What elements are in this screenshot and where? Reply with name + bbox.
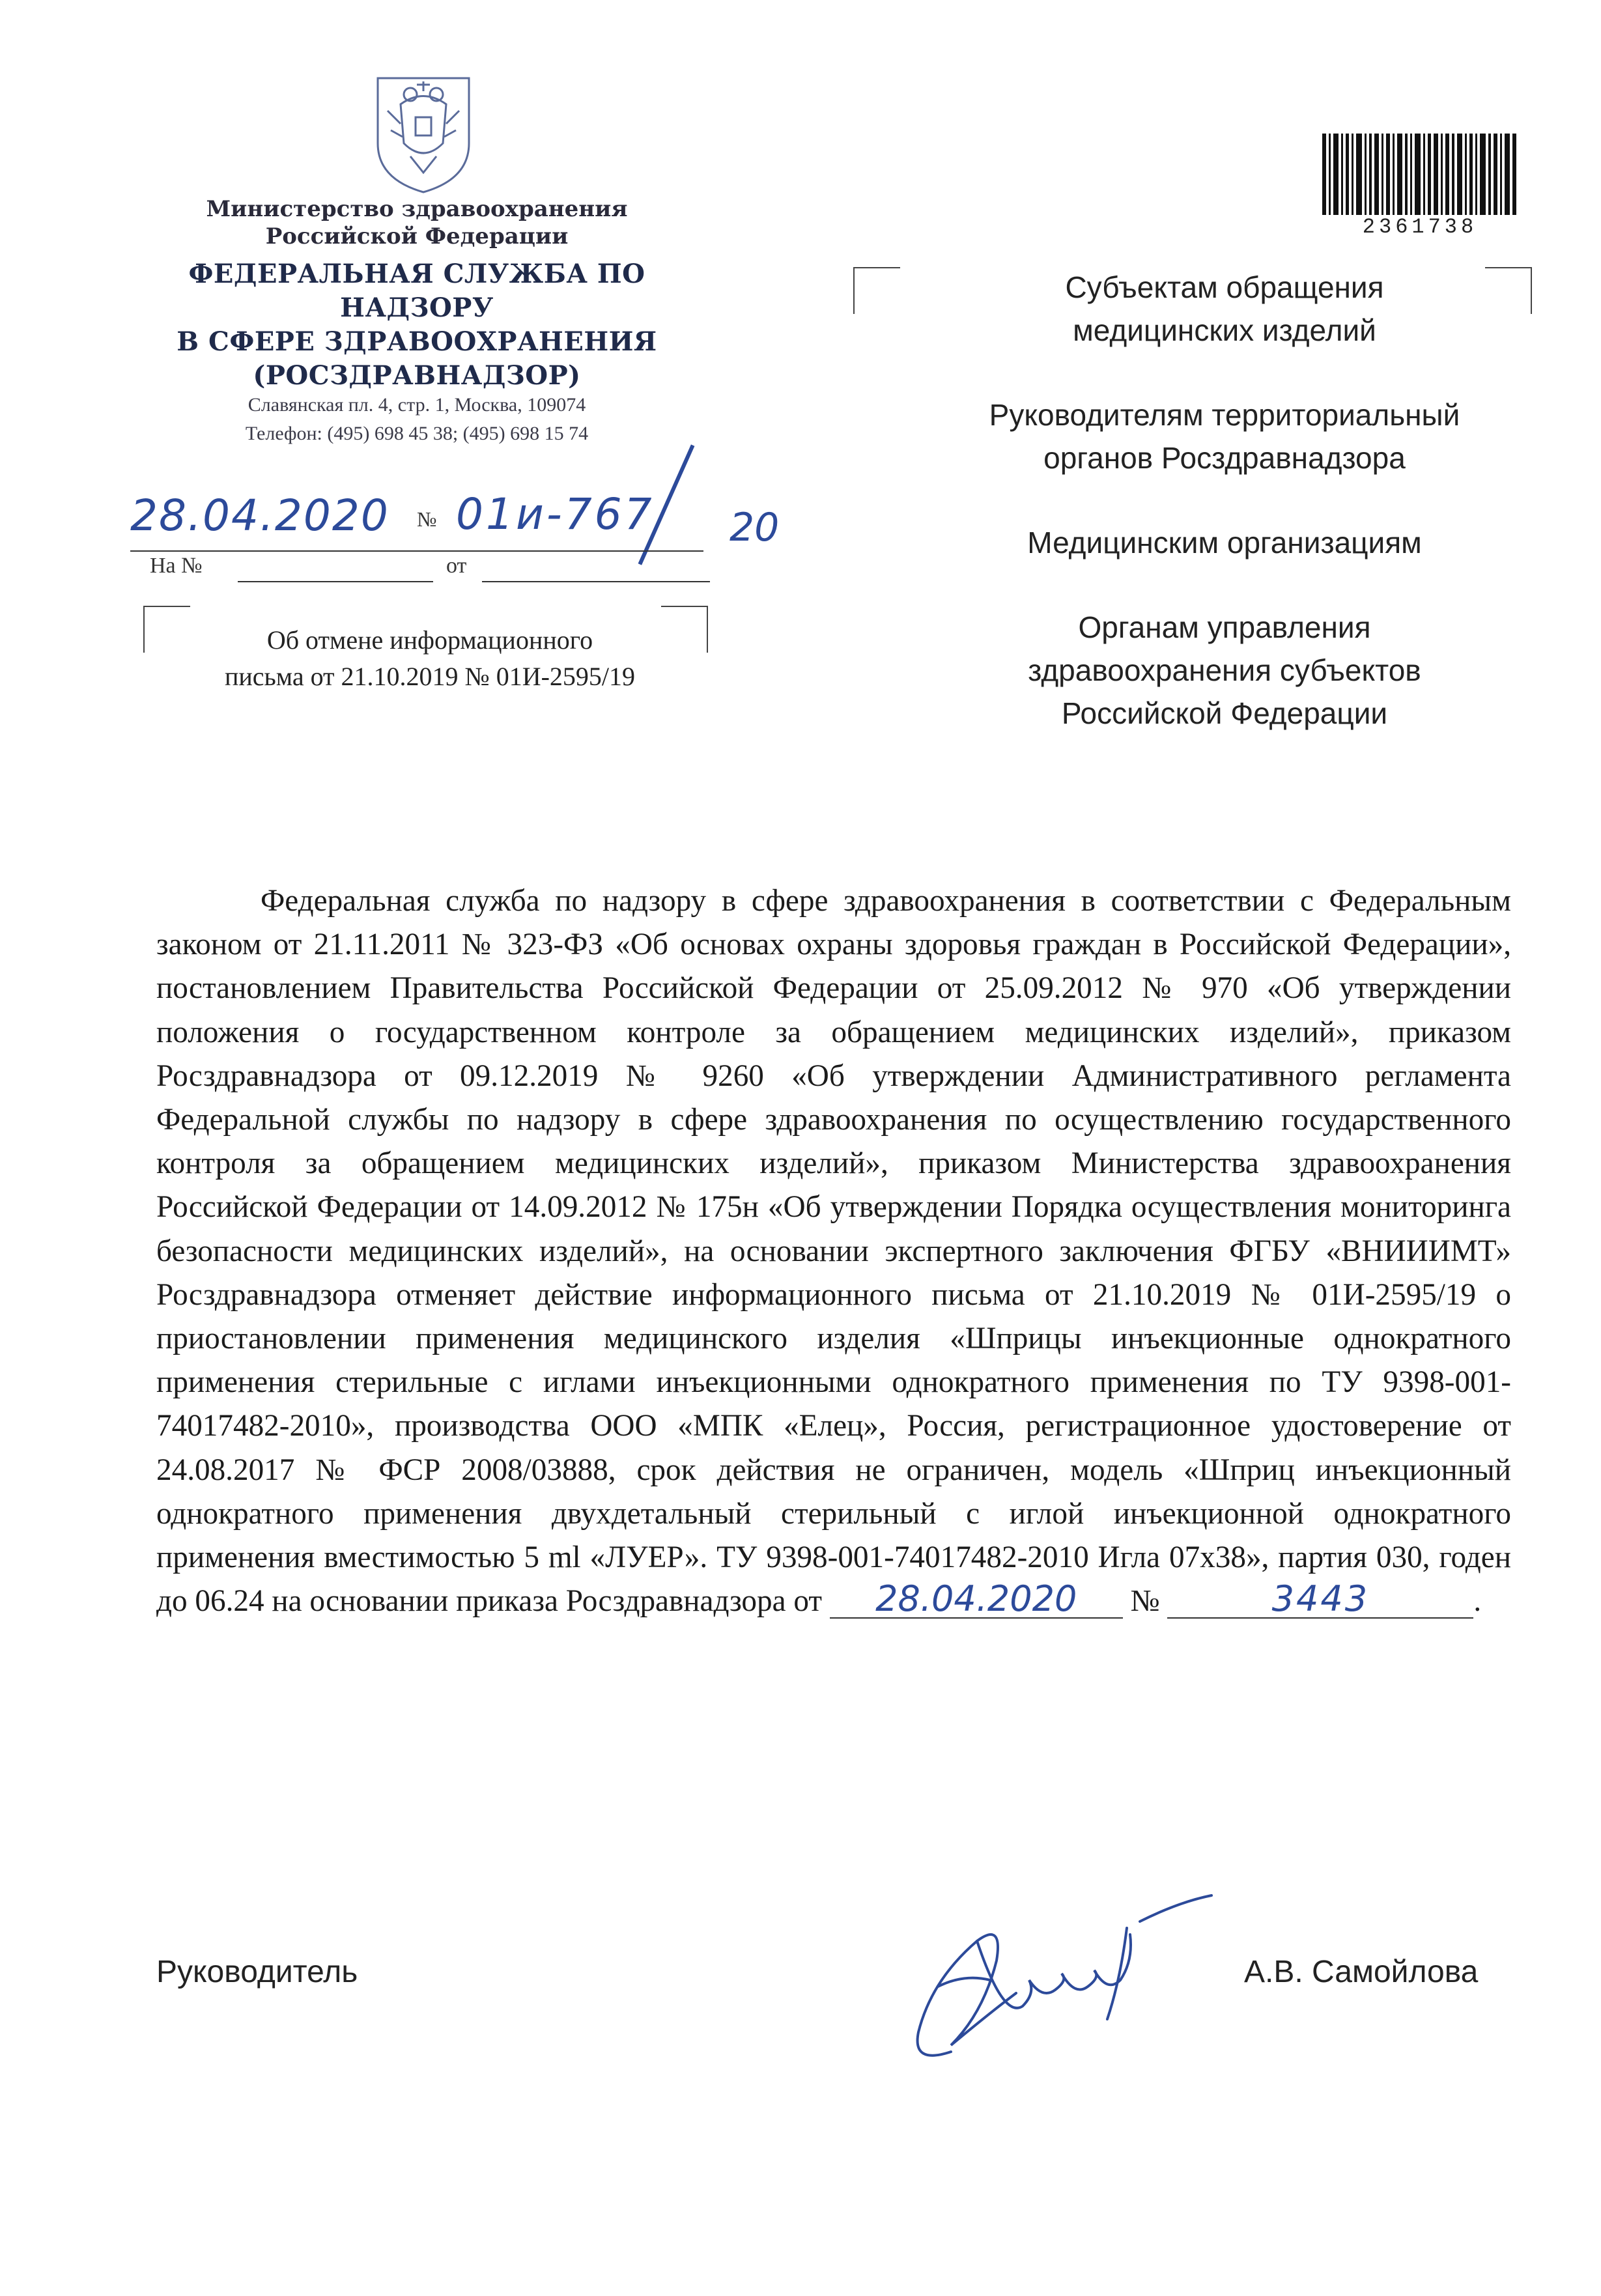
body-end: . (1473, 1584, 1482, 1619)
recipient-1 (912, 266, 1537, 352)
recipient-2-line-1: Руководителям территориальный (989, 398, 1460, 432)
body-text: Федеральная служба по надзору в сфере здравоохранения в соответствии с Федеральным законом от 21.11.2011 № 323-ФЗ «Об основах охраны здоровья граждан в Российской Федерации», постановлением Правительства Российской Федерации от 25.09.2012 № 970 «Об утверждении положения о государственном контроле за обращением медицинских изделий», приказом Росздравнадзора от 09.12.2019 № 9260 «Об утверждении Административного регламента Федеральной службы по надзору в сфере здравоохранения по осуществлению государственного контроля за обращением медицинских изделий», приказом Министерства здравоохранения Российской Федерации от 14.09.2012 № 175н «Об утверждении Порядка осуществления мониторинга безопасности медицинских изделий», на основании экспертного заключения ФГБУ «ВНИИИМТ» Росздравнадзора отменяет действие информационного письма от 21.10.2019 № 01И-2595/19 о приостановлении применения медицинского изделия «Шприцы инъекционные однократного применения стерильные с иглами инъекционными однократного применения по ТУ 9398-001-74017482-2010», производства ООО «МПК «Елец», Россия, регистрационное удостоверение от 24.08.2017 № ФСР 2008/03888, срок действия не ограничен, модель «Шприц инъекционный однократного применения двухдетальный стерильный с иглой инъекционной однократного применения вместимостью 5 ml «ЛУЕР». ТУ 9398-001-74017482-2010 Игла 07х38», партия 030, годен до 06.24 на основании приказа Росздравнадзора от (156, 884, 1511, 1619)
reply-number-label: На № (150, 554, 203, 578)
barcode (1322, 134, 1518, 215)
registration-number: 01и-767 (456, 489, 655, 539)
recipient-1-line-1: Субъектам обращения (1065, 270, 1384, 304)
recipient-2 (912, 393, 1537, 479)
registration-underline (130, 550, 703, 552)
coat-of-arms-emblem (365, 65, 482, 195)
recipients-block (912, 266, 1537, 776)
registration-line (130, 485, 780, 557)
service-line-3: (РОСЗДРАВНАДЗОР) (253, 360, 581, 391)
recipient-3-line-1: Медицинским организациям (1027, 526, 1422, 560)
registration-suffix: 20 (730, 505, 780, 550)
order-number-sign: № (1130, 1584, 1160, 1619)
signer-role: Руководитель (156, 1955, 358, 1989)
registration-date: 28.04.2020 (130, 490, 390, 541)
signature (873, 1850, 1238, 2084)
reply-date-label: от (446, 554, 467, 578)
recipients-corner-left (853, 267, 900, 314)
recipient-4 (912, 606, 1537, 735)
recipient-1-line-2: медицинских изделий (1073, 313, 1376, 347)
service-name (130, 257, 703, 393)
reply-reference-line (150, 554, 710, 586)
signer-name: А.В. Самойлова (1244, 1955, 1479, 1989)
recipient-4-line-2: здравоохранения субъектов (1028, 653, 1421, 687)
barcode-number: 2361738 (1362, 215, 1478, 239)
ministry-name (130, 195, 703, 250)
subject-block (143, 622, 716, 695)
body-paragraph (156, 879, 1511, 1623)
service-line-2: В СФЕРЕ ЗДРАВООХРАНЕНИЯ (177, 326, 657, 357)
order-number: 3443 (1167, 1581, 1473, 1619)
address-block (130, 391, 703, 448)
address-line-2: Телефон: (495) 698 45 38; (495) 698 15 74 (245, 423, 589, 444)
service-line-1: ФЕДЕРАЛЬНАЯ СЛУЖБА ПО НАДЗОРУ (188, 259, 645, 323)
order-date: 28.04.2020 (830, 1581, 1123, 1619)
ministry-line-2: Российской Федерации (265, 223, 569, 249)
subject-line-2: письма от 21.10.2019 № 01И-2595/19 (224, 662, 636, 691)
registration-number-sign: № (417, 507, 437, 531)
address-line-1: Славянская пл. 4, стр. 1, Москва, 109074 (248, 394, 586, 416)
reply-date-blank (482, 581, 710, 582)
reply-number-blank (238, 581, 433, 582)
subject-line-1: Об отмене информационного (266, 625, 593, 655)
ministry-line-1: Министерство здравоохранения (206, 196, 628, 222)
recipient-4-line-1: Органам управления (1078, 610, 1371, 644)
recipient-2-line-2: органов Росздравнадзора (1043, 441, 1406, 475)
recipient-4-line-3: Российской Федерации (1061, 696, 1388, 730)
recipient-3 (912, 521, 1537, 564)
